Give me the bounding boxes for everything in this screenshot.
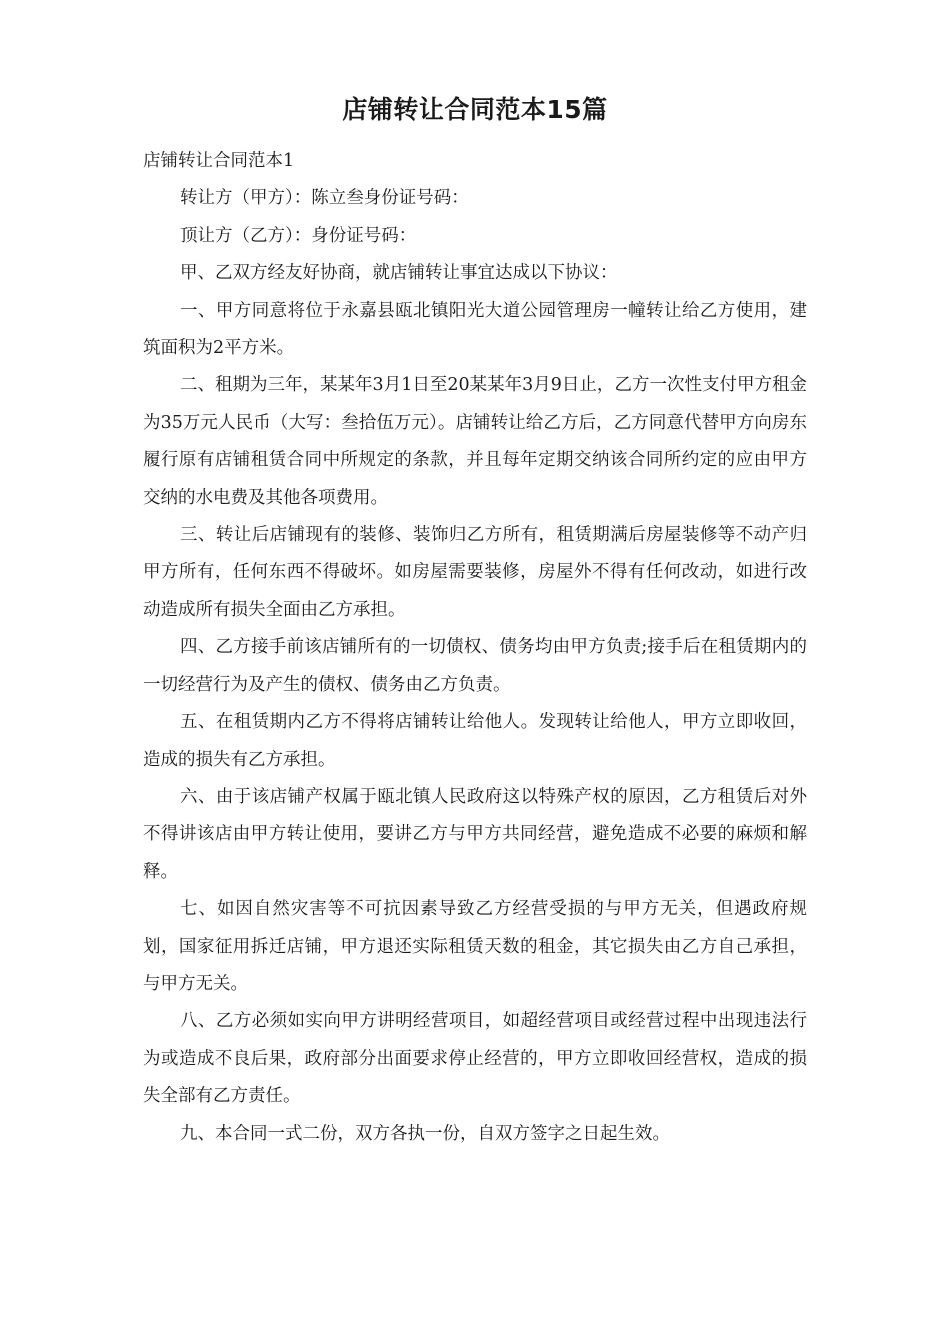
clause-1: 一、甲方同意将位于永嘉县瓯北镇阳光大道公园管理房一幢转让给乙方使用，建筑面积为2平方米。	[143, 300, 807, 359]
clause-9: 九、本合同一式二份，双方各执一份，自双方签字之日起生效。	[180, 1123, 670, 1144]
agreement-intro: 甲、乙双方经友好协商，就店铺转让事宜达成以下协议：	[180, 263, 618, 284]
clause-3: 三、转让后店铺现有的装修、装饰归乙方所有，租赁期满后房屋装修等不动产归甲方所有，任何东西不得破坏。如房屋需要装修，房屋外不得有任何改动，如进行改动造成所有损失全面由乙方承担。	[143, 525, 807, 620]
document-title: 店铺转让合同范本15篇	[342, 95, 608, 124]
clause-7: 七、如因自然灾害等不可抗因素导致乙方经营受损的与甲方无关，但遇政府规划，国家征用拆迁店铺，甲方退还实际租赁天数的租金，其它损失由乙方自己承担，与甲方无关。	[143, 899, 807, 994]
transferee-line: 顶让方（乙方）：身份证号码：	[180, 225, 417, 246]
transferor-line: 转让方（甲方）：陈立叁身份证号码：	[180, 188, 469, 209]
document-body	[143, 143, 807, 1153]
clause-4: 四、乙方接手前该店铺所有的一切债权、债务均由甲方负责;接手后在租赁期内的一切经营行为及产生的债权、债务由乙方负责。	[143, 637, 807, 695]
clause-5: 五、在租赁期内乙方不得将店铺转让给他人。发现转让给他人，甲方立即收回，造成的损失有乙方承担。	[143, 712, 807, 770]
contract-heading: 店铺转让合同范本1	[143, 151, 295, 171]
clause-6: 六、由于该店铺产权属于瓯北镇人民政府这以特殊产权的原因，乙方租赁后对外不得讲该店由甲方转让使用，要讲乙方与甲方共同经营，避免造成不必要的麻烦和解释。	[143, 786, 807, 882]
clause-8: 八、乙方必须如实向甲方讲明经营项目，如超经营项目或经营过程中出现违法行为或造成不良后果，政府部分出面要求停止经营的，甲方立即收回经营权，造成的损失全部有乙方责任。	[143, 1011, 807, 1107]
clause-2: 二、租期为三年，某某年3月1日至20某某年3月9日止，乙方一次性支付甲方租金为35万元人民币（大写：叁拾伍万元）。店铺转让给乙方后，乙方同意代替甲方向房东履行原有店铺租赁合同中所规定的条款，并且每年定期交纳该合同所约定的应由甲方交纳的水电费及其他各项费用。	[143, 375, 807, 508]
